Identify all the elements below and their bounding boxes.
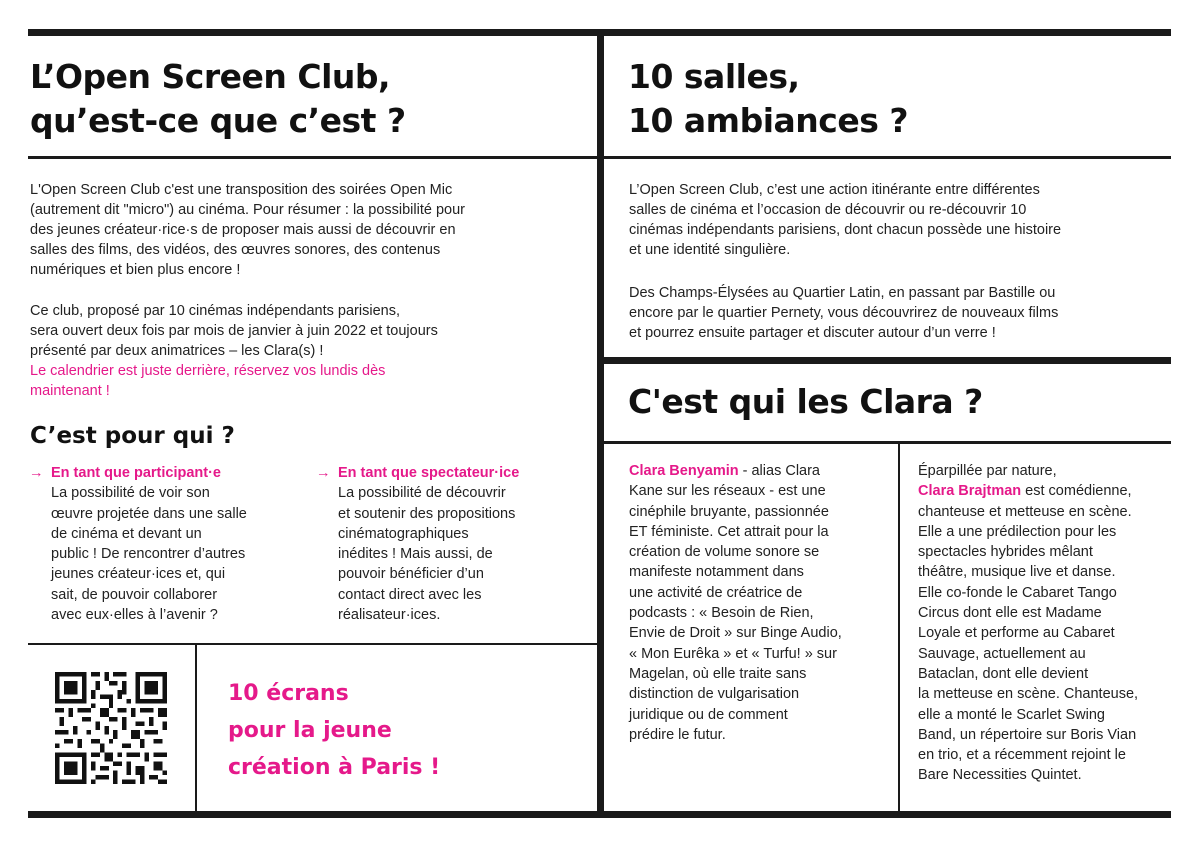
club-paragraph: Ce club, proposé par 10 cinémas indépendants parisiens, sera ouvert deux fois par mois de janvier à juin 2022 et toujours présenté par deux animatrices – les Clara(s) ! Le calendrier est juste derrière, réservez vos lundis dès maintenant !	[30, 301, 590, 401]
clara-brajtman-name: Clara Brajtman	[918, 483, 1022, 500]
calendar-callout: Le calendrier est juste derrière, réservez vos lundis dès	[30, 363, 386, 379]
districts-paragraph: Des Champs-Élysées au Quartier Latin, en passant par Bastille ou encore par le quartier Pernety, vous découvrirez de nouveaux films et pourrez ensuite partager et discuter autour d’un verre !	[629, 285, 1059, 341]
qr-code-icon[interactable]	[55, 672, 167, 784]
spectator-column	[316, 463, 588, 625]
left-title-underline	[28, 156, 597, 159]
participant-column	[29, 463, 301, 625]
clara-brajtman-bio: Éparpillée par nature, Clara Brajtman est comédienne, chanteuse et metteuse en scène. Elle a une prédilection pour les spectacles hybrides mêlant théâtre, musique live et danse. Elle co-fonde le Cabaret Tango Circus dont elle est Madame Loyale et performe au Cabaret Sauvage, actuellement au Bataclan, dont elle devient la metteuse en scène. Chanteuse, elle a monté le Scarlet Swing Band, un répertoire sur Boris Vian en trio, et a récemment rejoint le Bare Necessities Quintet.	[918, 463, 1139, 784]
left-main-title: L’Open Screen Club, qu’est-ce que c’est ?	[30, 57, 406, 140]
participant-body: La possibilité de voir son œuvre projetée dans une salle de cinéma et devant un public ! De rencontrer d’autres jeunes créateur·ices et, qui sait, de pouvoir collaborer avec eux·elles à l’avenir ?	[51, 485, 247, 624]
right-title-underline	[604, 156, 1171, 159]
arrow-right-icon: →	[29, 465, 44, 481]
right-mid-rule	[604, 357, 1171, 364]
for-whom-title: C’est pour qui ?	[30, 423, 235, 449]
clara-column-divider	[898, 444, 900, 811]
arrow-right-icon: →	[316, 465, 331, 481]
participant-heading: En tant que participant·e	[51, 465, 221, 481]
left-bottom-rule	[28, 643, 597, 645]
qr-divider	[195, 645, 197, 811]
tagline: 10 écrans pour la jeune création à Paris !	[228, 681, 441, 780]
claras-title: C'est qui les Clara ?	[628, 382, 983, 421]
clara-benyamin-bio: Clara Benyamin - alias Clara Kane sur les réseaux - est une cinéphile bruyante, passionnée ET féministe. Cet attrait pour la création de volume sonore se manifeste notamment dans une activité de créatrice de podcasts : « Besoin de Rien, Envie de Droit » sur Binge Audio, « Mon Eurêka » et « Turfu! » sur Magelan, où elle traite sans distinction de vulgarisation juridique ou de comment prédire le futur.	[629, 463, 842, 743]
clara-benyamin-name: Clara Benyamin	[629, 463, 739, 479]
cinemas-paragraph: L’Open Screen Club, c’est une action itinérante entre différentes salles de cinéma et l’occasion de découvrir ou re-découvrir 10 cinémas indépendants parisiens, dont chacun possède une histoire et une identité singulière.	[629, 182, 1062, 258]
right-main-title: 10 salles, 10 ambiances ?	[628, 57, 908, 140]
spectator-heading: En tant que spectateur·ice	[338, 465, 520, 481]
center-divider	[597, 29, 604, 818]
spectator-body: La possibilité de découvrir et soutenir des propositions cinématographiques inédites ! Mais aussi, de pouvoir bénéficier d’un contact direct avec les réalisateur·ices.	[338, 485, 516, 624]
intro-paragraph: L'Open Screen Club c'est une transposition des soirées Open Mic (autrement dit "micro") au cinéma. Pour résumer : la possibilité pour des jeunes créateur·rice·s de proposer mais aussi de découvrir en salles des films, des vidéos, des œuvres sonores, des contenus numériques et bien plus encore !	[30, 182, 465, 278]
calendar-callout-end: maintenant !	[30, 383, 110, 399]
clara-title-underline	[604, 441, 1171, 444]
